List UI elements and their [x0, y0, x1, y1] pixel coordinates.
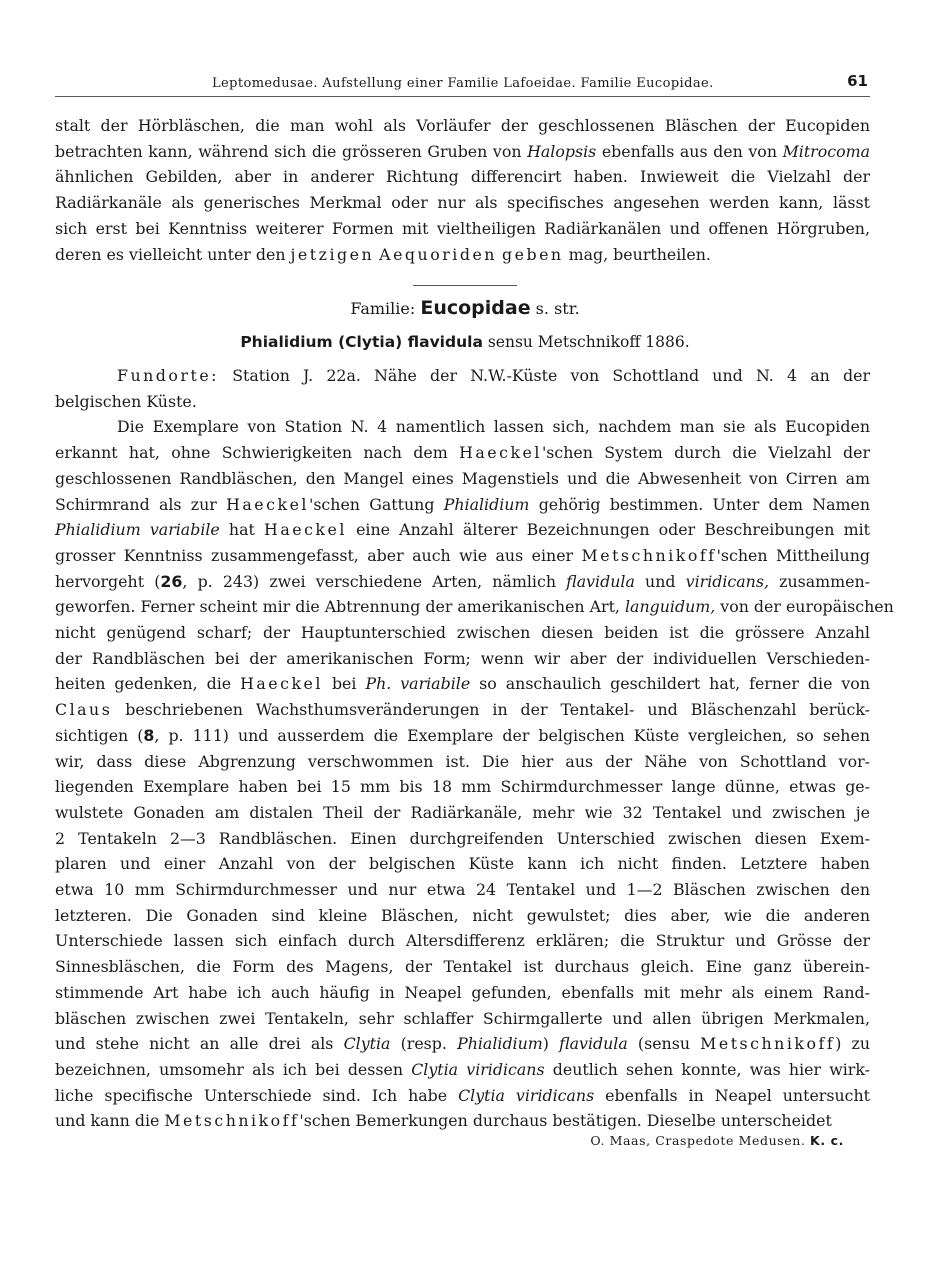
italic-taxon: Phialidium variabile — [55, 520, 220, 540]
italic-taxon: Ph. variabile — [365, 674, 471, 694]
species-name: Phialidium (Clytia) flavidula — [240, 333, 483, 351]
text-line — [55, 954, 870, 980]
running-header — [55, 70, 870, 97]
text-run: 'schen System durch die Vielzahl der — [541, 443, 870, 463]
text-line — [55, 903, 870, 929]
text-line — [55, 774, 870, 800]
text-run: belgischen Küste. — [55, 391, 197, 411]
italic-taxon: Phialidium — [457, 1034, 543, 1054]
text-run: Sinnesbläschen, die Form des Magens, der Tentakel ist durchaus gleich. Eine ganz überein- — [55, 957, 870, 977]
text-run: geworfen. Ferner scheint mir die Abtrennung der amerikanischen Art, — [55, 597, 625, 617]
text-run: grosser Kenntniss zusammengefasst, aber auch wie aus einer — [55, 545, 582, 565]
text-run: 2 Tentakeln 2—3 Randbläschen. Einen durchgreifenden Unterschied zwischen diesen Exem- — [55, 828, 870, 848]
footer-signature — [590, 1133, 844, 1148]
text-line — [55, 877, 870, 903]
family-name: Eucopidae — [420, 297, 531, 319]
text-run: nicht genügend scharf; der Hauptunterschied zwischen diesen beiden ist die grössere Anzahl — [55, 623, 870, 643]
text-run: hat — [219, 520, 265, 540]
letterspaced-name: Aequoriden — [379, 244, 497, 264]
text-run: 'schen Mittheilung — [716, 545, 870, 565]
text-run: bezeichnen, umsomehr als ich bei dessen — [55, 1059, 412, 1079]
italic-taxon: Halopsis — [527, 141, 597, 161]
italic-taxon: flavidula — [566, 571, 635, 591]
text-line — [55, 414, 870, 440]
text-line — [55, 190, 870, 216]
text-run: ebenfalls in Neapel untersucht — [594, 1085, 871, 1105]
text-run: und — [634, 571, 686, 591]
text-line — [55, 749, 870, 775]
text-run: und kann die — [55, 1111, 165, 1131]
text-line — [55, 1031, 870, 1057]
text-run: Schirmrand als zur — [55, 494, 227, 514]
text-line — [55, 1083, 870, 1109]
text-run: 'schen Gattung — [308, 494, 444, 514]
text-line — [55, 671, 870, 697]
running-head-title: Leptomedusae. Aufstellung einer Familie Lafoeidae. Familie Eucopidae. — [212, 76, 714, 91]
text-run: Station J. 22a. Nähe der N.W.-Küste von Schottland und N. 4 an der — [219, 366, 870, 385]
italic-taxon: languidum, — [624, 597, 716, 617]
text-run: erkannt hat, ohne Schwierigkeiten nach dem — [55, 443, 460, 463]
section-separator-rule — [413, 285, 517, 286]
text-line — [55, 569, 870, 595]
text-run: ) zu — [835, 1034, 870, 1054]
text-run: ähnlichen Gebilden, aber in anderer Richtung differencirt haben. Inwieweit die Vielzahl der — [55, 167, 870, 187]
text-run: liche specifische Unterschiede sind. Ich habe — [55, 1085, 459, 1105]
text-line — [55, 492, 870, 518]
text-run: stalt der Hörbläschen, die man wohl als Vorläufer der geschlossenen Bläschen der Eucopiden — [55, 116, 870, 135]
text-line — [55, 826, 870, 852]
text-run: der Randbläschen bei der amerikanischen Form; wenn wir aber der individuellen Verschieden- — [55, 648, 870, 668]
signature-mark: K. c. — [810, 1133, 844, 1148]
text-line — [55, 620, 870, 646]
letterspaced-name: Claus — [55, 700, 113, 720]
text-run: geschlossenen Randbläschen, den Mangel eines Magenstiels und die Abwesenheit von Cirren am — [55, 468, 870, 488]
text-line — [55, 980, 870, 1006]
text-line — [55, 697, 870, 723]
text-line — [55, 543, 870, 569]
italic-taxon: viridicans, — [685, 571, 769, 591]
italic-taxon: Mitrocoma — [782, 141, 870, 161]
text-line — [55, 517, 870, 543]
text-run: beschriebenen Wachsthumsveränderungen in der Tentakel- und Bläschenzahl berück- — [112, 700, 870, 720]
text-run: von der europäischen — [715, 597, 894, 617]
family-heading-suffix: s. str. — [530, 299, 580, 318]
text-run: liegenden Exemplare haben bei 15 mm bis 18 mm Schirmdurchmesser lange dünne, etwas ge- — [55, 777, 870, 797]
text-line — [55, 216, 870, 242]
text-line — [55, 389, 870, 415]
text-run: Die Exemplare von Station N. 4 namentlich lassen sich, nachdem man sie als Eucopiden — [117, 417, 870, 437]
text-run: wir, dass diese Abgrenzung verschwommen ist. Die hier aus der Nähe von Schottland vor- — [55, 751, 870, 771]
family-heading-prefix: Familie: — [350, 299, 421, 318]
letterspaced-name: Haeckel — [264, 520, 347, 540]
letterspaced-name: jetzigen — [290, 244, 375, 264]
text-run: zusammen- — [768, 571, 870, 591]
text-line — [55, 242, 870, 268]
italic-taxon: Clytia viridicans — [411, 1059, 545, 1079]
italic-taxon: flavidula — [559, 1034, 628, 1054]
text-run: sichtigen ( — [55, 725, 144, 745]
text-line — [55, 164, 870, 190]
text-run: , p. 111) und ausserdem die Exemplare der belgischen Küste vergleichen, so sehen — [154, 725, 870, 745]
text-run: so anschaulich geschildert hat, ferner die von — [470, 674, 870, 694]
text-line — [55, 1057, 870, 1083]
text-run: (sensu — [627, 1034, 701, 1054]
italic-taxon: Phialidium — [443, 494, 530, 514]
text-line — [55, 466, 870, 492]
text-run: Unterschiede lassen sich einfach durch Altersdifferenz erklären; die Struktur und Grösse der — [55, 931, 870, 951]
letterspaced-name: Metschnikoff — [164, 1111, 300, 1131]
text-line — [55, 646, 870, 672]
letterspaced-name: Haeckel — [226, 494, 309, 514]
text-run: heiten gedenken, die — [55, 674, 241, 694]
text-run: etwa 10 mm Schirmdurchmesser und nur etwa 24 Tentakel und 1—2 Bläschen zwischen den — [55, 880, 870, 900]
family-heading — [0, 297, 930, 319]
text-run: , p. 243) zwei verschiedene Arten, nämlich — [182, 571, 567, 591]
text-run: 'schen Bemerkungen durchaus bestätigen. Dieselbe unterscheidet — [299, 1111, 832, 1131]
text-run: gehörig bestimmen. Unter dem Namen — [529, 494, 871, 514]
text-line — [55, 800, 870, 826]
text-run: Radiärkanäle als generisches Merkmal oder nur als specifisches angesehen werden kann, lässt — [55, 193, 870, 213]
signature-text: O. Maas, Craspedote Medusen. — [590, 1133, 806, 1148]
text-line — [55, 113, 870, 139]
text-line — [55, 928, 870, 954]
text-run: deren es vielleicht unter den — [55, 244, 291, 264]
text-run: eine Anzahl älterer Bezeichnungen oder Beschreibungen mit — [346, 520, 870, 540]
text-line — [55, 1006, 870, 1032]
page-number: 61 — [847, 72, 868, 90]
text-run: bläschen zwischen zwei Tentakeln, sehr schlaffer Schirmgallerte und allen übrigen Merkmalen, — [55, 1008, 870, 1028]
letterspaced-name: Metschnikoff — [700, 1034, 836, 1054]
text-run: betrachten kann, während sich die grösseren Gruben von — [55, 141, 528, 161]
text-line — [55, 1108, 870, 1134]
italic-taxon: Clytia — [343, 1034, 391, 1054]
text-line — [55, 363, 870, 389]
text-run: plaren und einer Anzahl von der belgischen Küste kann ich nicht finden. Letztere haben — [55, 854, 870, 874]
text-run: wulstete Gonaden am distalen Theil der Radiärkanäle, mehr wie 32 Tentakel und zwischen je — [55, 802, 870, 822]
letterspaced-name: Haeckel — [240, 674, 323, 694]
text-run: mag, beurtheilen. — [563, 244, 711, 264]
text-line — [55, 139, 870, 165]
text-line — [55, 594, 894, 620]
letterspaced-name: geben — [502, 244, 564, 264]
text-run: (resp. — [390, 1034, 458, 1054]
species-authority: sensu Metschnikoff 1886. — [482, 333, 690, 351]
bold-reference: 26 — [160, 571, 183, 591]
paragraph-species-description — [55, 363, 894, 1134]
text-run: ) — [542, 1034, 560, 1054]
letterspaced-name: Metschnikoff — [581, 545, 717, 565]
text-run: bei — [322, 674, 366, 694]
text-line — [55, 723, 870, 749]
letterspaced-name: Fundorte: — [117, 366, 220, 385]
bold-reference: 8 — [143, 725, 155, 745]
text-run: hervorgeht ( — [55, 571, 161, 591]
paragraph-continued — [55, 113, 870, 267]
text-run: ebenfalls aus den von — [596, 141, 783, 161]
text-run: und stehe nicht an alle drei als — [55, 1034, 344, 1054]
text-line — [55, 851, 870, 877]
text-line — [55, 440, 870, 466]
text-run: sich erst bei Kenntniss weiterer Formen mit vieltheiligen Radiärkanälen und offenen Hörgruben, — [55, 218, 870, 238]
species-heading — [0, 333, 930, 351]
text-run: deutlich sehen konnte, was hier wirk- — [544, 1059, 870, 1079]
text-run: letzteren. Die Gonaden sind kleine Bläschen, nicht gewulstet; dies aber, wie die anderen — [55, 905, 870, 925]
letterspaced-name: Haeckel — [459, 443, 542, 463]
text-run: stimmende Art habe ich auch häufig in Neapel gefunden, ebenfalls mit mehr als einem Rand- — [55, 982, 870, 1002]
italic-taxon: Clytia viridicans — [458, 1085, 595, 1105]
